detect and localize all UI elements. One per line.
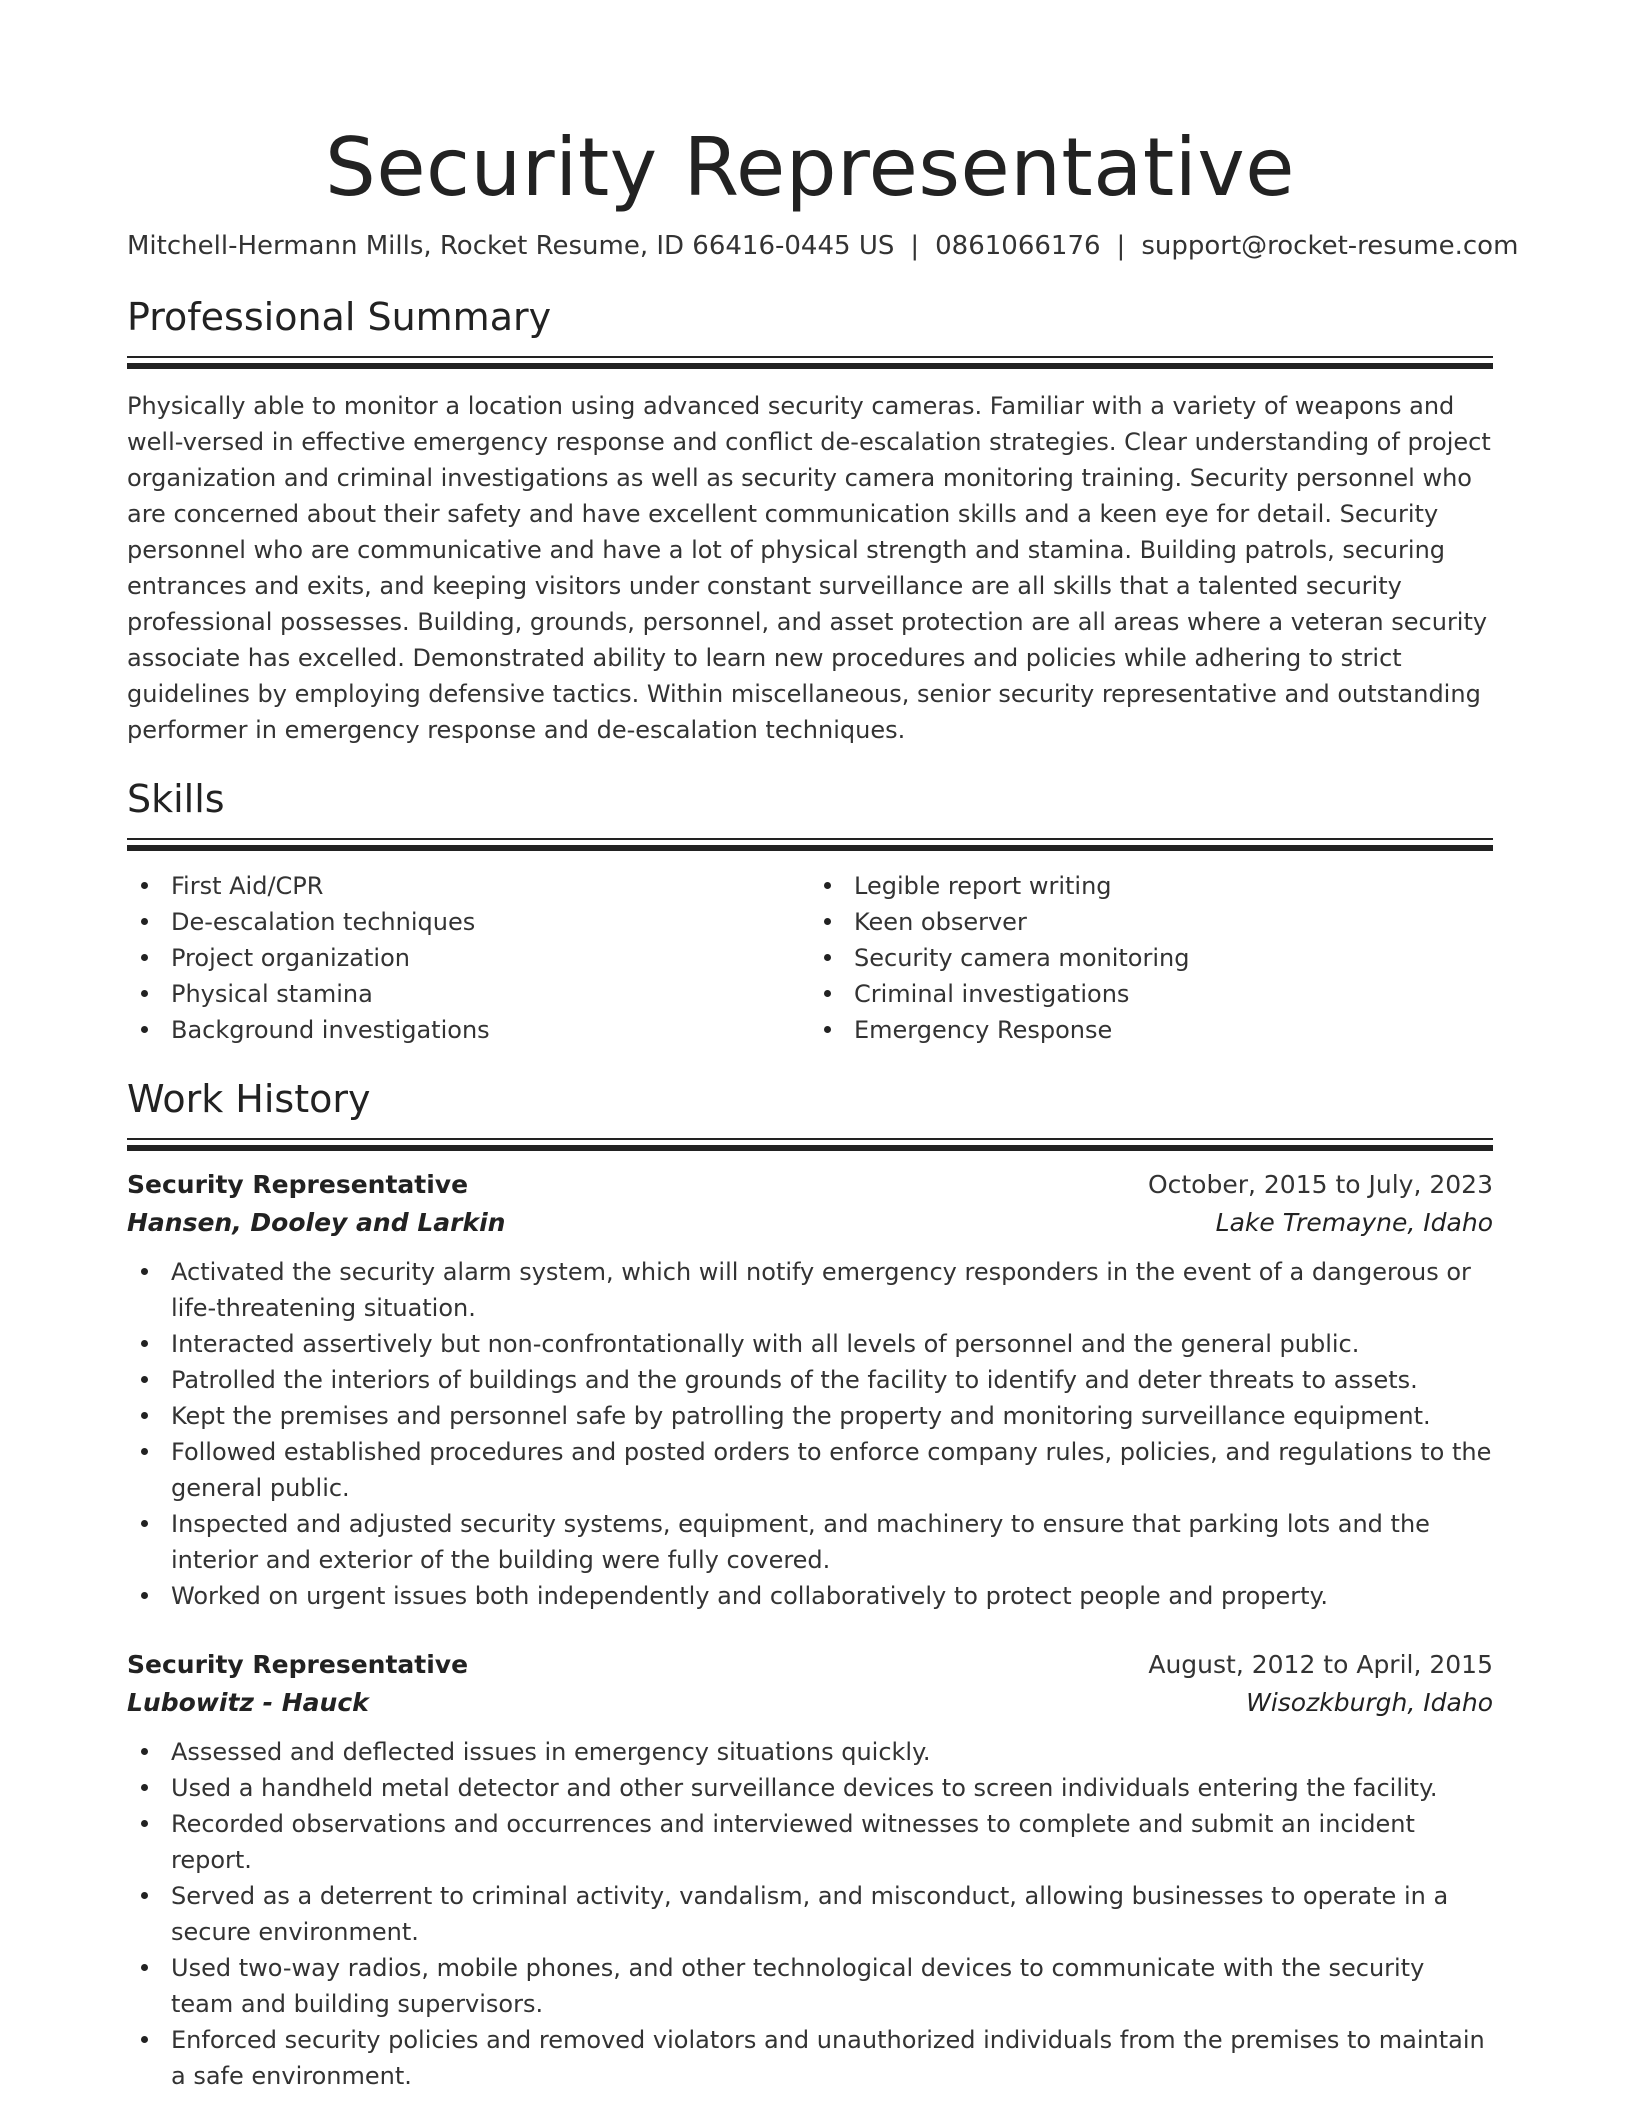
skill-item: Project organization xyxy=(127,940,810,976)
skills-section xyxy=(127,774,1493,1048)
skill-item: Physical stamina xyxy=(127,976,810,1012)
contact-email[interactable]: support@rocket-resume.com xyxy=(1141,231,1519,261)
job-title: Security Representative xyxy=(127,1650,469,1679)
job-dates: August, 2012 to April, 2015 xyxy=(1148,1650,1493,1679)
contact-phone: 0861066176 xyxy=(935,231,1101,261)
job-header xyxy=(127,1166,1493,1204)
summary-section xyxy=(127,292,1493,748)
contact-line xyxy=(127,228,1519,264)
job-bullet: Interacted assertively but non-confrontationally with all levels of personnel and the general public. xyxy=(127,1326,1493,1362)
job-bullet: Served as a deterrent to criminal activity, vandalism, and misconduct, allowing businesses to operate in a secure environment. xyxy=(127,1878,1493,1950)
skill-item: Background investigations xyxy=(127,1012,810,1048)
job-title: Security Representative xyxy=(127,1170,469,1199)
skills-column-left xyxy=(127,868,810,1048)
job-header xyxy=(127,1646,1493,1684)
job-bullets xyxy=(127,1734,1493,2094)
job-subheader xyxy=(127,1684,1493,1722)
job-bullet: Recorded observations and occurrences and interviewed witnesses to complete and submit an incident report. xyxy=(127,1806,1493,1878)
job-bullet: Patrolled the interiors of buildings and the grounds of the facility to identify and deter threats to assets. xyxy=(127,1362,1493,1398)
contact-address: Mitchell-Hermann Mills, Rocket Resume, ID 66416-0445 US xyxy=(127,231,895,261)
job-bullet: Used two-way radios, mobile phones, and other technological devices to communicate with the security team and building supervisors. xyxy=(127,1950,1493,2022)
job-entry xyxy=(127,1646,1493,2094)
resume-page xyxy=(127,0,1519,2094)
job-company: Lubowitz - Hauck xyxy=(127,1688,369,1717)
skill-item: Criminal investigations xyxy=(810,976,1493,1012)
skill-item: Security camera monitoring xyxy=(810,940,1493,976)
job-entry xyxy=(127,1166,1493,1614)
skill-item: First Aid/CPR xyxy=(127,868,810,904)
job-bullet: Assessed and deflected issues in emergency situations quickly. xyxy=(127,1734,1493,1770)
skill-item: Legible report writing xyxy=(810,868,1493,904)
job-bullet: Inspected and adjusted security systems, equipment, and machinery to ensure that parking lots and the interior and exterior of the building were fully covered. xyxy=(127,1506,1493,1578)
contact-separator: | xyxy=(1116,231,1126,261)
job-bullet: Followed established procedures and posted orders to enforce company rules, policies, and regulations to the general public. xyxy=(127,1434,1493,1506)
skill-item: Emergency Response xyxy=(810,1012,1493,1048)
resume-title: Security Representative xyxy=(325,121,1295,214)
section-divider xyxy=(127,356,1493,370)
job-bullets xyxy=(127,1254,1493,1614)
job-bullet: Used a handheld metal detector and other surveillance devices to screen individuals entering the facility. xyxy=(127,1770,1493,1806)
skills-list xyxy=(127,868,1493,1048)
section-divider xyxy=(127,1138,1493,1152)
job-bullet: Kept the premises and personnel safe by patrolling the property and monitoring surveillance equipment. xyxy=(127,1398,1493,1434)
job-company: Hansen, Dooley and Larkin xyxy=(127,1208,506,1237)
job-dates: October, 2015 to July, 2023 xyxy=(1147,1170,1493,1199)
section-heading: Work History xyxy=(127,1077,371,1121)
job-bullet: Enforced security policies and removed violators and unauthorized individuals from the premises to maintain a safe environment. xyxy=(127,2022,1493,2094)
work-section xyxy=(127,1074,1493,2094)
section-heading: Skills xyxy=(127,777,225,821)
job-location: Wisozkburgh, Idaho xyxy=(1246,1688,1493,1717)
summary-text: Physically able to monitor a location using advanced security cameras. Familiar with a variety of weapons and well-versed in effective emergency response and conflict de-escalation strategies. Clear understanding of project organization and criminal investigations as well as security camera monitoring training. Security personnel who are concerned about their safety and have excellent communication skills and a keen eye for detail. Security personnel who are communicative and have a lot of physical strength and stamina. Building patrols, securing entrances and exits, and keeping visitors under constant surveillance are all skills that a talented security professional possesses. Building, grounds, personnel, and asset protection are all areas where a veteran security associate has excelled. Demonstrated ability to learn new procedures and policies while adhering to strict guidelines by employing defensive tactics. Within miscellaneous, senior security representative and outstanding performer in emergency response and de-escalation techniques. xyxy=(127,392,1491,744)
section-heading: Professional Summary xyxy=(127,295,552,339)
job-bullet: Worked on urgent issues both independently and collaboratively to protect people and property. xyxy=(127,1578,1493,1614)
skill-item: De-escalation techniques xyxy=(127,904,810,940)
job-location: Lake Tremayne, Idaho xyxy=(1215,1208,1493,1237)
job-bullet: Activated the security alarm system, which will notify emergency responders in the event of a dangerous or life-threatening situation. xyxy=(127,1254,1493,1326)
skill-item: Keen observer xyxy=(810,904,1493,940)
contact-separator: | xyxy=(910,231,920,261)
section-divider xyxy=(127,838,1493,852)
job-subheader xyxy=(127,1204,1493,1242)
skills-column-right xyxy=(810,868,1493,1048)
